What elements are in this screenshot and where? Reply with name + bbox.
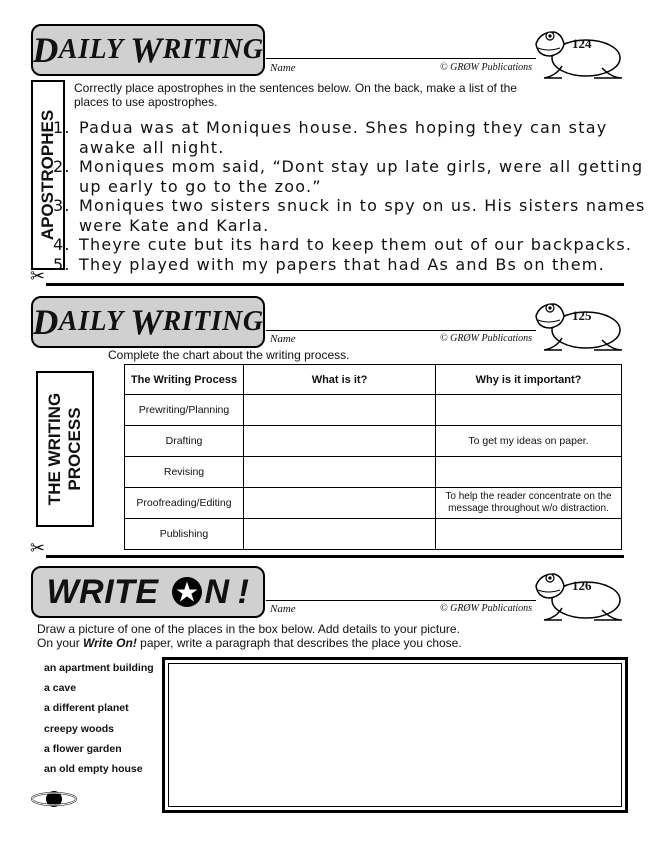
stage-cell: Proofreading/Editing <box>125 488 244 519</box>
star-icon <box>170 575 204 609</box>
table-header: The Writing Process <box>125 365 244 395</box>
list-item: a different planet <box>44 702 129 715</box>
instructions-line: Draw a picture of one of the places in the box below. Add details to your picture. <box>37 622 460 636</box>
copyright: © GRØW Publications <box>440 62 533 73</box>
banner-text: RITING <box>162 34 264 65</box>
stage-cell: Revising <box>125 457 244 488</box>
banner-letter: W <box>130 302 163 342</box>
table-row <box>125 426 622 457</box>
page-number: 126 <box>572 578 592 593</box>
writing-process-side-label <box>36 371 94 527</box>
side-label-line: THE WRITING <box>45 392 65 506</box>
stage-cell: Prewriting/Planning <box>125 395 244 426</box>
planet-icon <box>30 787 78 811</box>
daily-writing-banner-1 <box>31 24 265 76</box>
instructions-text: On your <box>37 636 84 650</box>
table-header: What is it? <box>244 365 436 395</box>
instructions-line <box>37 636 627 650</box>
name-label: Name <box>270 62 296 74</box>
banner-letter: D <box>32 30 59 70</box>
scissors-icon: ✂ <box>30 266 46 287</box>
what-cell[interactable] <box>244 519 436 550</box>
places-list <box>44 658 154 779</box>
table-row <box>125 457 622 488</box>
list-item: a flower garden <box>44 742 122 755</box>
stage-cell: Drafting <box>125 426 244 457</box>
write-on-text: Write On! <box>83 636 137 650</box>
what-cell[interactable] <box>244 395 436 426</box>
stage-cell: Publishing <box>125 519 244 550</box>
side-label-text <box>45 393 85 505</box>
frog-icon <box>532 24 624 82</box>
instructions <box>37 622 627 650</box>
name-line[interactable] <box>266 58 536 59</box>
list-item: an apartment building <box>44 662 154 674</box>
sentence: 3. Moniques two sisters snuck in to spy on us. His sisters names were Kate and Karla. <box>77 196 650 235</box>
side-label-line: PROCESS <box>65 407 85 491</box>
sentence: 4. Theyre cute but its hard to keep them out of our backpacks. <box>77 235 650 255</box>
copyright: © GRØW Publications <box>440 333 533 344</box>
name-line[interactable] <box>266 330 536 331</box>
banner-text: RITING <box>162 306 264 337</box>
why-cell[interactable]: To help the reader concentrate on the message throughout w/o distraction. <box>436 488 622 519</box>
why-cell[interactable] <box>436 519 622 550</box>
why-cell[interactable] <box>436 395 622 426</box>
table-header: Why is it important? <box>436 365 622 395</box>
table-row <box>125 488 622 519</box>
writing-process-chart <box>124 364 622 550</box>
sentence-list <box>47 118 650 274</box>
drawing-box-inner <box>168 663 622 807</box>
table-row <box>125 395 622 426</box>
banner-text: ! <box>237 572 250 611</box>
write-on-banner <box>31 566 265 618</box>
pencil-icon <box>238 573 250 612</box>
instructions: Complete the chart about the writing process. <box>108 348 350 362</box>
sentence: 1. Padua was at Moniques house. Shes hoping they can stay awake all night. <box>77 118 650 157</box>
banner-letter: D <box>32 302 59 342</box>
cut-line <box>46 283 624 286</box>
banner-letter: W <box>130 30 163 70</box>
list-item: an old empty house <box>44 763 143 776</box>
side-label-text: APOSTROPHES <box>38 109 58 241</box>
frog-icon <box>532 296 624 354</box>
banner-text: AILY <box>58 34 131 65</box>
banner-text: WRITE <box>46 572 169 611</box>
page-number: 125 <box>572 308 592 323</box>
table-row <box>125 519 622 550</box>
what-cell[interactable] <box>244 488 436 519</box>
instructions-text: paper, write a paragraph that describes the place you chose. <box>136 636 462 650</box>
banner-text: AILY <box>58 306 131 337</box>
drawing-box[interactable] <box>162 657 628 813</box>
list-item: creepy woods <box>44 722 115 735</box>
sentence: 2. Moniques mom said, “Dont stay up late girls, were all getting up early to go to the zoo.” <box>77 157 650 196</box>
what-cell[interactable] <box>244 457 436 488</box>
banner-text: N <box>204 572 230 611</box>
cut-line <box>46 555 624 558</box>
name-line[interactable] <box>266 600 536 601</box>
frog-icon <box>532 566 624 624</box>
copyright: © GRØW Publications <box>440 603 533 614</box>
instructions: Correctly place apostrophes in the sentences below. On the back, make a list of the places to use apostrophes. <box>74 81 517 109</box>
name-label: Name <box>270 333 296 345</box>
list-item: a cave <box>44 682 77 695</box>
sentence: 5. They played with my papers that had As and Bs on them. <box>77 255 650 275</box>
page-number: 124 <box>572 36 592 51</box>
scissors-icon: ✂ <box>30 538 46 559</box>
what-cell[interactable] <box>244 426 436 457</box>
why-cell[interactable] <box>436 457 622 488</box>
table-header-row <box>125 365 622 395</box>
why-cell[interactable]: To get my ideas on paper. <box>436 426 622 457</box>
daily-writing-banner-2 <box>31 296 265 348</box>
name-label: Name <box>270 603 296 615</box>
